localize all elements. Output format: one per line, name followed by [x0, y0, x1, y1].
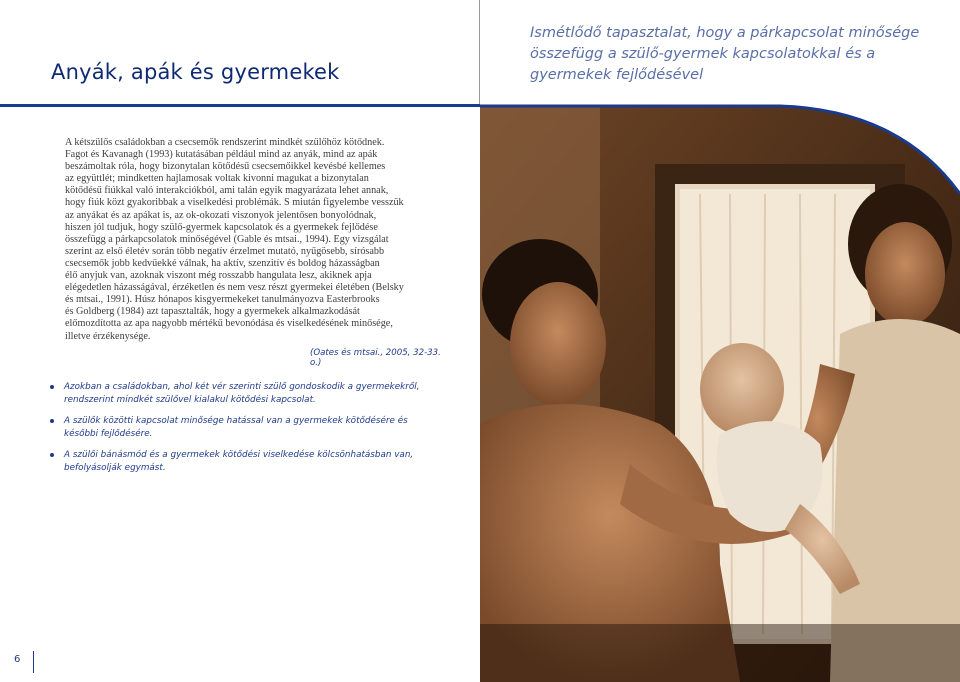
- bullet-icon: [50, 419, 54, 423]
- page-number: 6: [14, 654, 21, 665]
- page-subtitle: Ismétlődő tapasztalat, hogy a párkapcsolat minősége összefügg a szülő-gyermek kapcsolatokkal és a gyermekek fejlődésével: [530, 25, 920, 83]
- list-item-text: Azokban a családokban, ahol két vér szerinti szülő gondoskodik a gyermekekről, rendszerint mindkét szülővel kialakul kötődési kapcsolat.: [64, 382, 420, 405]
- page-number-rule: [33, 651, 34, 673]
- page-title: Anyák, apák és gyermekek: [51, 60, 340, 84]
- bullet-icon: [50, 453, 54, 457]
- list-item: [48, 449, 438, 474]
- body-paragraph: A kétszülős családokban a csecsemők rendszerint mindkét szülőhöz kötődnek. Fagot és Kavanagh (1993) kutatásában például mind az anyák, mind az apák beszámoltak róla, hogy bizonytalan kötődésű csecsemőikkel kevésbé kellemes az együttlét; mindketten hajlamosak voltak kivonni magukat a bizonytalan kötődésű fiúkkal való interakciókból, ami talán egyik magyarázata lehet annak, hogy fiúk közt gyakoribbak a viselkedési problémák. S miután figyelembe vesszük az anyákat és az apákat is, az ok-okozati viszonyok jelentősen bonyolódnak, hiszen jól tudjuk, hogy szülő-gyermek kapcsolatok és a gyermekek fejlődése összefügg a párkapcsolatok minőségével (Gable és mtsai., 1994). Egy vizsgálat szerint az első életév során több negatív érzelmet mutató, nyűgösebb, sírósabb csecsemők jobb kedvűekké válnak, ha aktív, szenzitív és boldog házasságban élő anyjuk van, azoknak viszont még rosszabb hangulata lesz, akiknek apja elégedetlen házasságával, érzéketlen és nem vesz részt gyermekei életében (Belsky és mtsai., 1991). Húsz hónapos kisgyermekeket tanulmányozva Easterbrooks és Goldberg (1984) azt tapasztalták, hogy a gyermekek alkalmazkodását előmozdította az apa nagyobb mértékű bevonódása és viselkedésének minősége, illetve érzékenysége.: [65, 137, 404, 342]
- header-divider: [479, 0, 480, 104]
- list-item-text: A szülők közötti kapcsolat minősége hatással van a gyermekek kötődésére és későbbi fejlődésére.: [64, 416, 408, 439]
- list-item-text: A szülői bánásmód és a gyermekek kötődési viselkedése kölcsönhatásban van, befolyásolják egymást.: [64, 450, 414, 473]
- title-rule: [0, 104, 480, 107]
- list-item: [48, 415, 438, 440]
- summary-bullets: [48, 381, 438, 483]
- header: [0, 0, 478, 105]
- list-item: [48, 381, 438, 406]
- citation: (Oates és mtsai., 2005, 32-33. o.): [310, 348, 441, 368]
- bullet-icon: [50, 385, 54, 389]
- header-arc: [480, 104, 960, 194]
